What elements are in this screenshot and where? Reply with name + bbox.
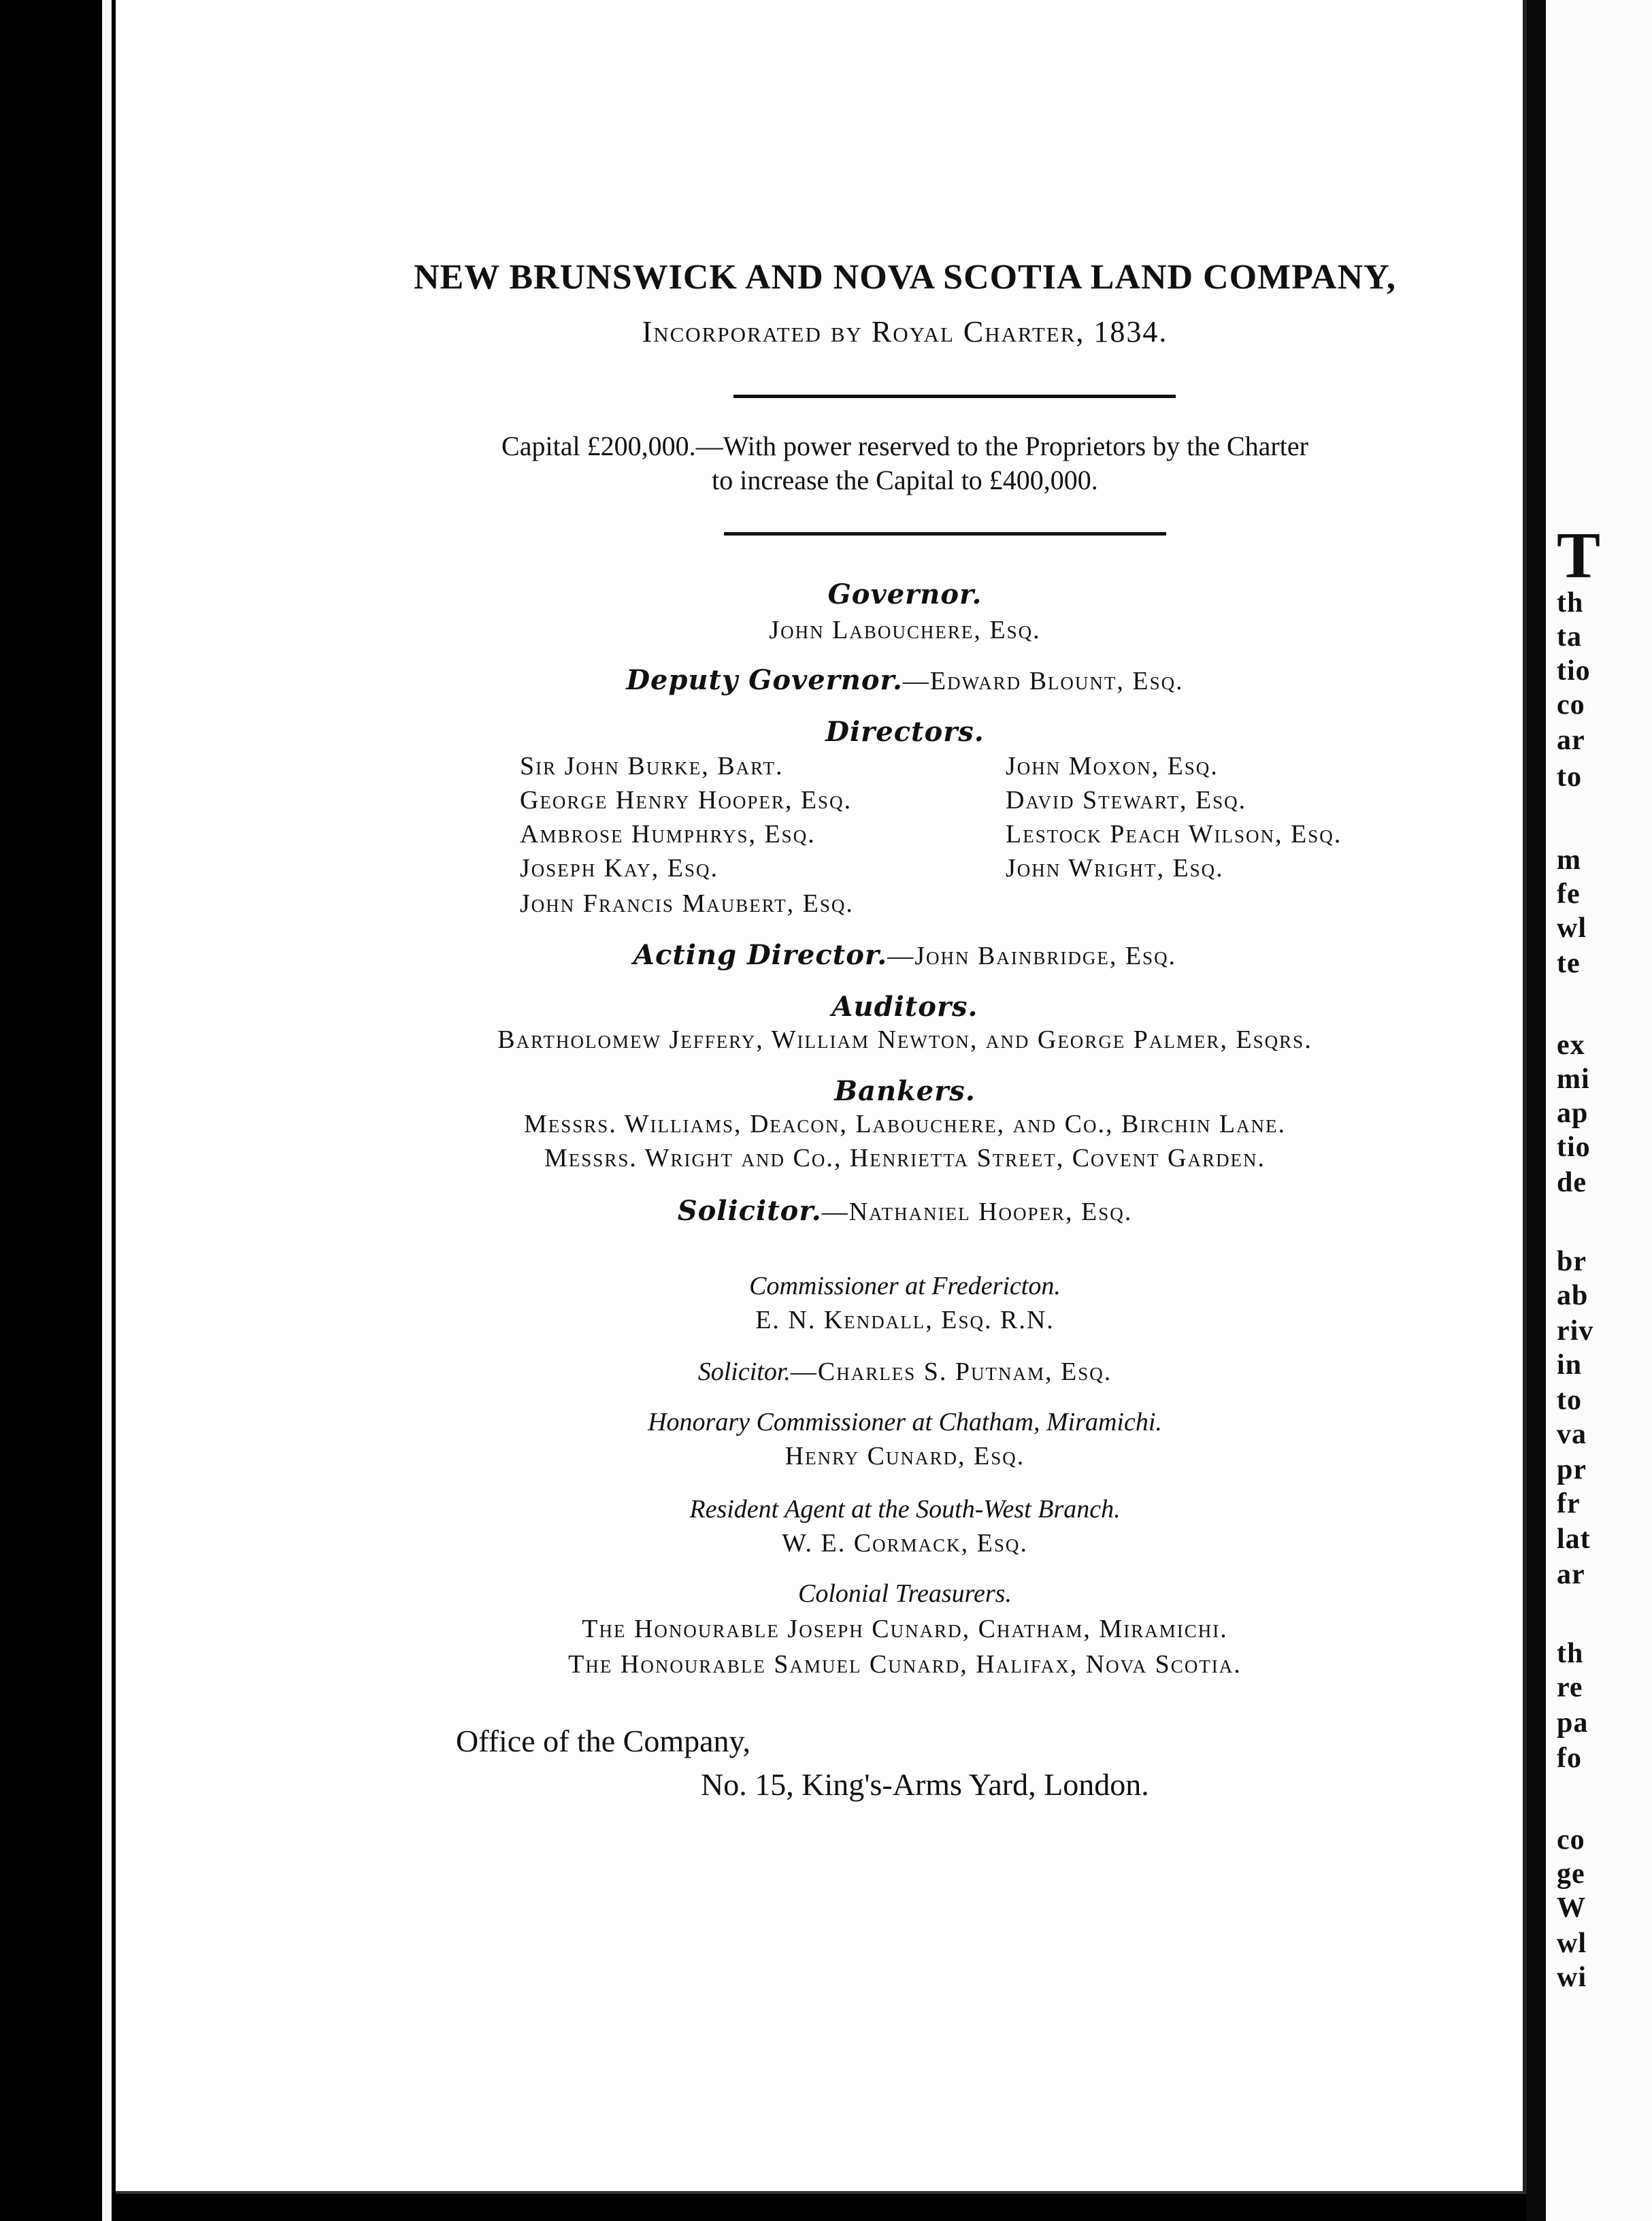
facing-page-fragment-line: fr [1557,1488,1581,1519]
facing-page-fragment-line: pr [1557,1454,1587,1485]
deputy-governor-heading: Deputy Governor. [626,664,903,696]
director-right-2: David Stewart, Esq. [1006,786,1247,815]
facing-page-fragment-line: ta [1557,621,1582,653]
commissioner-name: E. N. Kendall, Esq. R.N. [755,1306,1055,1334]
director-left-1: Sir John Burke, Bart. [520,752,784,780]
capital-line-1: Capital £200,000.—With power reserved to the Proprietors by the Charter [501,431,1308,461]
facing-page-fragment-line: th [1557,1638,1584,1669]
facing-page-fragment-line: pa [1557,1707,1589,1739]
local-solicitor-line [320,1357,1490,1387]
resident-agent-title: Resident Agent at the South-West Branch. [689,1495,1121,1524]
divider-rule-top [733,395,1176,398]
treasurer-line-2: The Honourable Samuel Cunard, Halifax, Nova Scotia. [568,1650,1242,1679]
facing-page-fragment-line: tio [1557,1132,1591,1163]
facing-page-fragment-line: co [1557,689,1585,721]
facing-page-fragment-line: ab [1557,1280,1589,1311]
facing-page-fragment-line: br [1557,1246,1587,1277]
office-line-2: No. 15, King's-Arms Yard, London. [701,1767,1149,1802]
director-right-1: John Moxon, Esq. [1006,752,1219,780]
facing-page-fragment-line: ap [1557,1098,1589,1129]
governor-heading: Governor. [827,578,982,610]
deputy-governor-name: —Edward Blount, Esq. [902,667,1184,695]
bankers-heading: Bankers. [834,1075,976,1107]
facing-page-fragment-line: m [1557,844,1581,876]
facing-page-fragment-line: ex [1557,1030,1585,1061]
book-gutter [1527,0,1546,2221]
acting-director-name: —John Bainbridge, Esq. [887,942,1177,970]
deputy-governor-line [320,664,1490,696]
honorary-commissioner-name: Henry Cunard, Esq. [784,1442,1025,1470]
bankers-line-2: Messrs. Wright and Co., Henrietta Street, Covent Garden. [544,1144,1266,1172]
facing-page-fragment-line: lat [1557,1524,1591,1555]
facing-page-fragment-line: to [1557,1385,1582,1416]
facing-page-fragment-line: to [1557,761,1582,793]
facing-page-fragment-line: ge [1557,1858,1585,1890]
auditors-names: Bartholomew Jeffery, William Newton, and George Palmer, Esqrs. [497,1025,1312,1054]
acting-director-line [320,939,1490,971]
acting-director-heading: Acting Director. [633,939,888,971]
facing-page-fragment-line: fe [1557,878,1581,910]
governor-name: John Labouchere, Esq. [769,616,1041,644]
facing-page-fragment-line: te [1557,948,1581,979]
solicitor-name: —Nathaniel Hooper, Esq. [821,1198,1133,1226]
resident-agent-name: W. E. Cormack, Esq. [782,1529,1028,1558]
capital-line-2: to increase the Capital to £400,000. [712,465,1098,495]
facing-page-fragment-line: fo [1557,1743,1582,1774]
facing-page-fragment-line: va [1557,1419,1587,1450]
directors-heading: Directors. [825,716,985,748]
bankers-line-1: Messrs. Williams, Deacon, Labouchere, and Co., Birchin Lane. [523,1110,1287,1138]
solicitor-line [320,1195,1490,1227]
facing-page-fragment-line: ar [1557,725,1585,756]
facing-page-fragment-line: wi [1557,1962,1587,1993]
facing-page-drop-cap: T [1557,519,1602,591]
scan-border-left [0,0,102,2221]
director-left-4: Joseph Kay, Esq. [520,854,718,883]
facing-page-fragment-line: in [1557,1349,1583,1381]
director-left-5: John Francis Maubert, Esq. [520,889,854,918]
director-left-2: George Henry Hooper, Esq. [520,786,853,815]
facing-page-fragment-line: W [1557,1892,1586,1924]
facing-page-fragment-line: riv [1557,1315,1594,1347]
facing-page-fragment-line: de [1557,1167,1587,1198]
solicitor-heading: Solicitor. [677,1195,822,1227]
treasurers-title: Colonial Treasurers. [798,1579,1012,1608]
treasurer-line-1: The Honourable Joseph Cunard, Chatham, Miramichi. [582,1615,1228,1643]
facing-page-fragment-line: ar [1557,1559,1585,1590]
divider-rule-bottom [724,532,1166,536]
facing-page-fragment-line: re [1557,1672,1583,1703]
auditors-heading: Auditors. [831,991,978,1023]
scan-page-edge [102,0,112,2221]
company-title: NEW BRUNSWICK AND NOVA SCOTIA LAND COMPANY, [414,258,1396,297]
director-left-3: Ambrose Humphrys, Esq. [520,820,816,849]
director-right-4: John Wright, Esq. [1006,854,1224,883]
director-right-3: Lestock Peach Wilson, Esq. [1006,820,1342,849]
facing-page-fragment-line: tio [1557,655,1591,687]
honorary-commissioner-title: Honorary Commissioner at Chatham, Miramichi. [648,1408,1162,1436]
facing-page-fragment-line: wl [1557,912,1587,944]
local-solicitor-name: —Charles S. Putnam, Esq. [790,1358,1112,1386]
facing-page-fragment-line: mi [1557,1064,1590,1095]
incorporation-line: Incorporated by Royal Charter, 1834. [642,315,1168,348]
facing-page-fragment [1546,0,1652,2221]
commissioner-title: Commissioner at Fredericton. [749,1272,1061,1300]
local-solicitor-title: Solicitor. [697,1358,791,1386]
facing-page-fragment-line: th [1557,587,1584,619]
facing-page-fragment-line: wl [1557,1928,1587,1959]
facing-page-fragment-line: co [1557,1824,1585,1856]
office-line-1: Office of the Company, [456,1724,751,1758]
